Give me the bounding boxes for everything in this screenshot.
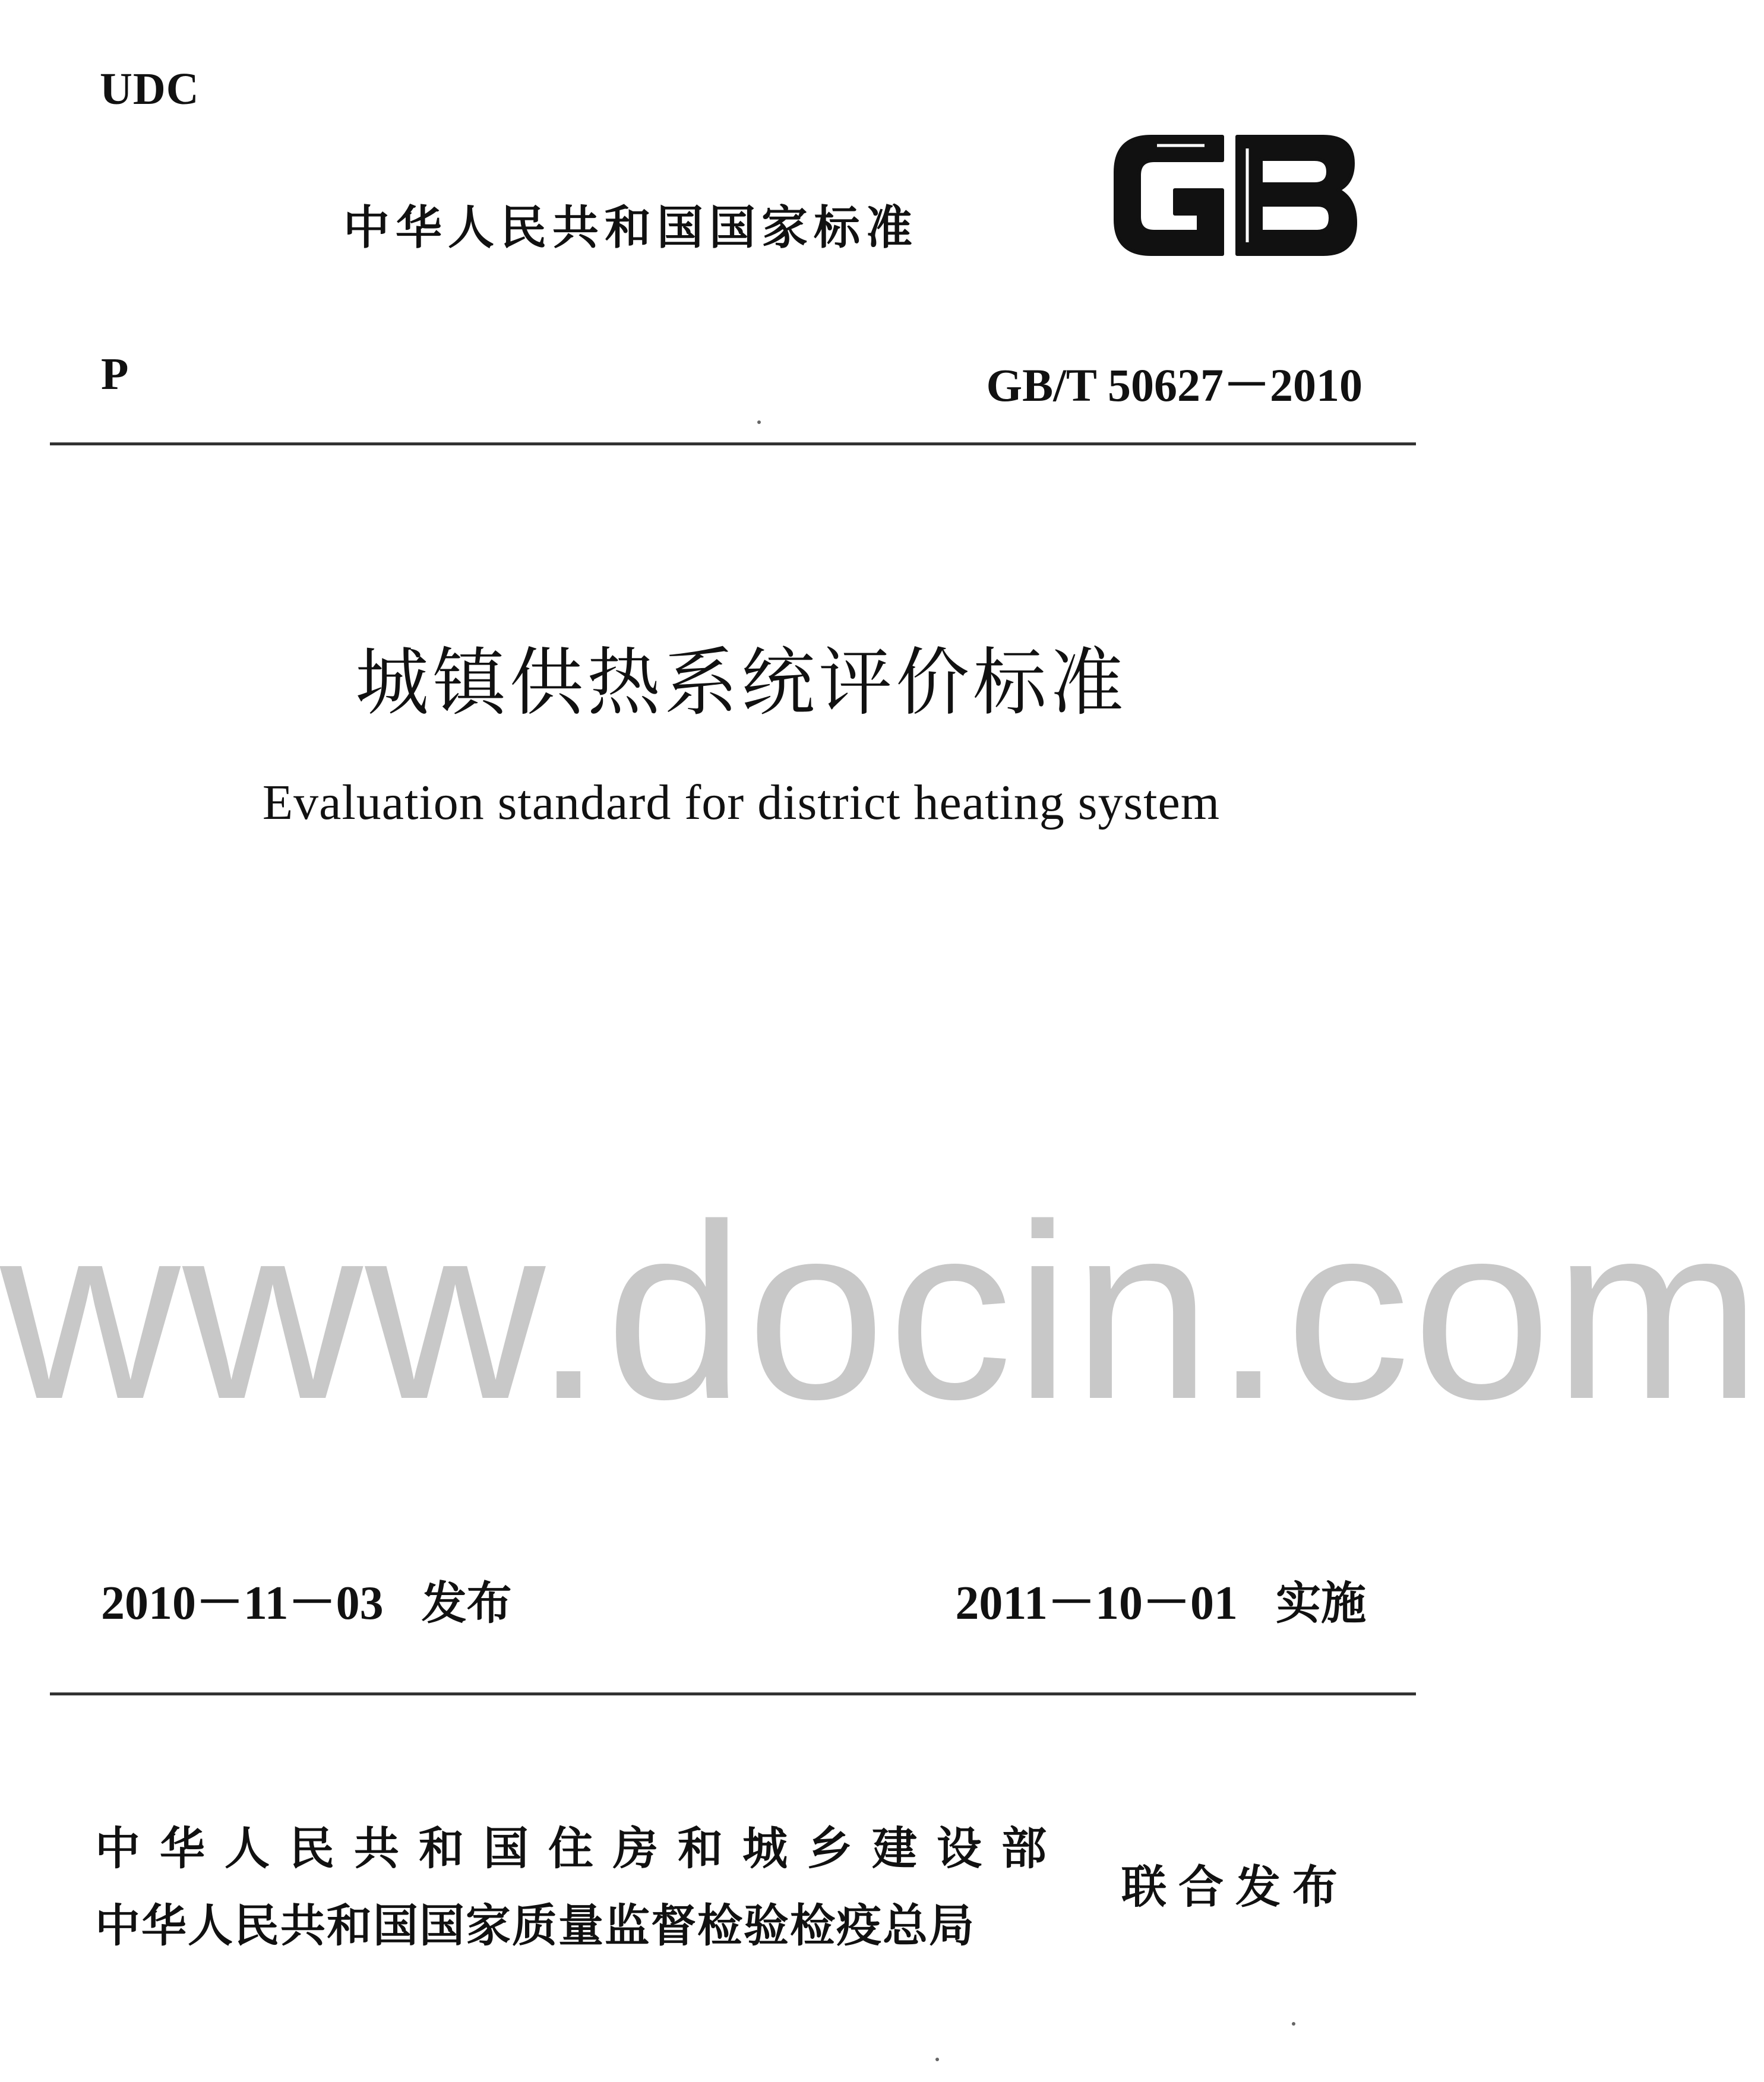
issue-date: 2010－11－03 <box>101 1577 384 1629</box>
title-english: Evaluation standard for district heating system <box>262 775 1221 830</box>
effective-date-line <box>955 1577 1366 1629</box>
bottom-divider <box>50 1692 1416 1695</box>
issue-date-line <box>101 1577 512 1629</box>
category-code: P <box>101 349 129 399</box>
watermark: www.docin.com <box>0 1173 1764 1451</box>
gb-logo-letter-b <box>1237 137 1355 254</box>
top-divider <box>50 442 1416 445</box>
joint-issue-label: 联合发布 <box>1121 1860 1349 1913</box>
scan-speck <box>935 2058 939 2061</box>
scan-speck <box>1292 2022 1295 2026</box>
gb-logo-letter-g <box>1115 137 1222 254</box>
national-standard-heading: 中华人民共和国国家标准 <box>343 201 919 255</box>
standard-number: GB/T 50627－2010 <box>986 359 1362 411</box>
title-chinese: 城镇供热系统评价标准 <box>355 640 1127 726</box>
scan-speck <box>757 420 761 424</box>
issue-label: 发布 <box>421 1577 512 1629</box>
issuer-aqsiq: 中华人民共和国国家质量监督检验检疫总局 <box>95 1899 975 1952</box>
effective-label: 实施 <box>1276 1577 1366 1629</box>
udc-label: UDC <box>100 64 200 114</box>
issuer-ministry-housing: 中华人民共和国住房和城乡建设部 <box>95 1822 1066 1875</box>
gb-logo <box>1109 131 1361 260</box>
effective-date: 2011－10－01 <box>955 1577 1238 1629</box>
